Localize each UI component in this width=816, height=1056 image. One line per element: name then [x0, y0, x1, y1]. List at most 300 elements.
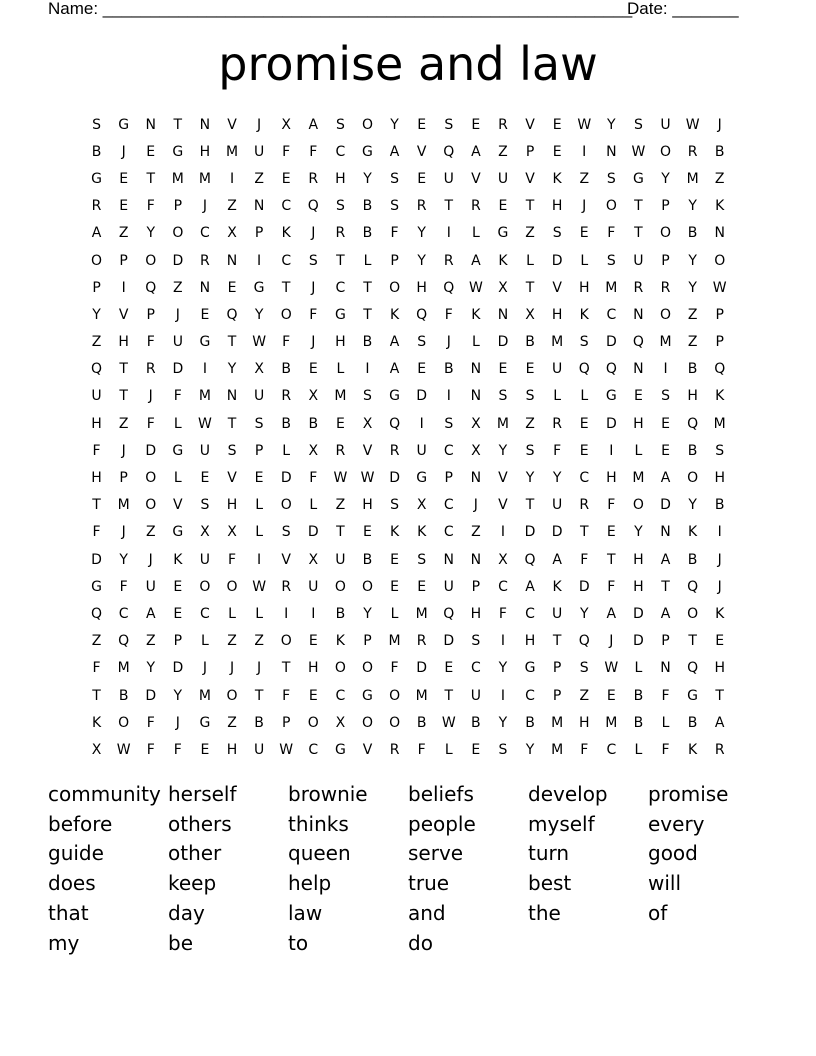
- grid-cell: M: [605, 714, 618, 731]
- grid-cell: S: [552, 225, 562, 242]
- grid-cell: W: [198, 415, 212, 432]
- grid-cell: Z: [227, 714, 237, 731]
- grid-cell: J: [717, 578, 722, 595]
- grid-cell: O: [660, 225, 672, 242]
- grid-cell: V: [173, 497, 183, 514]
- grid-cell: C: [200, 225, 210, 242]
- grid-cell: Y: [146, 225, 156, 242]
- grid-cell: R: [714, 741, 725, 758]
- grid-cell: S: [606, 170, 616, 187]
- grid-cell: C: [281, 198, 292, 215]
- grid-cell: G: [199, 334, 211, 351]
- word-list-item: law: [288, 901, 323, 926]
- grid-cell: I: [121, 279, 126, 296]
- grid-cell: M: [713, 415, 726, 432]
- word-list-item: develop: [528, 781, 608, 806]
- grid-cell: Y: [363, 170, 372, 187]
- grid-cell: J: [582, 198, 587, 215]
- grid-cell: U: [335, 551, 346, 568]
- grid-cell: O: [361, 660, 373, 677]
- word-list-row: [48, 868, 768, 898]
- word-list-item: will: [648, 871, 682, 896]
- grid-cell: E: [281, 170, 291, 187]
- grid-cell: F: [92, 442, 101, 459]
- grid-cell: R: [443, 252, 454, 269]
- grid-cell: N: [253, 198, 265, 215]
- grid-cell: R: [687, 143, 698, 160]
- grid-cell: E: [417, 578, 427, 595]
- grid-cell: S: [390, 170, 400, 187]
- grid-cell: H: [470, 605, 482, 622]
- grid-cell: U: [497, 170, 509, 187]
- grid-cell: Z: [254, 633, 264, 650]
- grid-row: [83, 655, 733, 682]
- grid-cell: L: [336, 361, 345, 378]
- grid-cell: C: [498, 578, 508, 595]
- grid-cell: V: [281, 551, 291, 568]
- grid-cell: V: [362, 741, 373, 758]
- grid-cell: E: [525, 361, 535, 378]
- grid-row: [83, 111, 733, 138]
- grid-cell: D: [497, 334, 509, 351]
- grid-cell: P: [661, 252, 670, 269]
- grid-cell: K: [579, 306, 589, 323]
- grid-cell: X: [362, 415, 373, 432]
- grid-cell: R: [91, 198, 102, 215]
- grid-cell: L: [255, 497, 264, 514]
- grid-row: [83, 628, 733, 655]
- grid-cell: R: [389, 741, 400, 758]
- grid-cell: X: [200, 524, 210, 541]
- grid-cell: O: [199, 578, 211, 595]
- grid-cell: W: [333, 470, 348, 487]
- grid-cell: S: [254, 415, 264, 432]
- grid-cell: K: [688, 741, 698, 758]
- grid-cell: O: [687, 470, 699, 487]
- grid-cell: L: [363, 252, 372, 269]
- grid-cell: S: [281, 524, 291, 541]
- grid-cell: I: [446, 225, 451, 242]
- grid-cell: Z: [118, 415, 129, 432]
- grid-cell: Y: [688, 279, 697, 296]
- grid-cell: S: [390, 497, 400, 514]
- grid-cell: L: [526, 252, 534, 269]
- grid-row: [83, 193, 733, 220]
- grid-cell: Y: [173, 687, 183, 704]
- grid-cell: L: [634, 741, 643, 758]
- grid-cell: N: [199, 116, 211, 133]
- grid-cell: F: [227, 551, 237, 568]
- grid-cell: N: [497, 306, 509, 323]
- grid-row: [83, 682, 733, 709]
- grid-cell: J: [175, 714, 180, 731]
- grid-cell: Z: [145, 524, 156, 541]
- grid-cell: D: [416, 660, 428, 677]
- grid-cell: U: [308, 578, 319, 595]
- grid-cell: E: [390, 578, 399, 595]
- letter-grid: [83, 111, 733, 764]
- grid-cell: F: [498, 605, 507, 622]
- grid-cell: D: [172, 361, 184, 378]
- grid-cell: B: [633, 687, 644, 704]
- grid-cell: E: [552, 116, 562, 133]
- word-list-item: does: [48, 871, 96, 896]
- grid-cell: J: [473, 497, 478, 514]
- grid-cell: X: [91, 741, 102, 758]
- grid-cell: H: [633, 578, 644, 595]
- grid-cell: A: [660, 551, 671, 568]
- grid-cell: W: [360, 470, 375, 487]
- grid-cell: R: [552, 415, 562, 432]
- grid-cell: X: [416, 497, 427, 514]
- grid-cell: S: [498, 388, 508, 405]
- grid-cell: V: [525, 170, 535, 187]
- grid-cell: L: [661, 714, 670, 731]
- grid-cell: D: [145, 442, 157, 459]
- grid-cell: D: [416, 388, 428, 405]
- grid-cell: D: [578, 578, 590, 595]
- grid-cell: E: [146, 143, 156, 160]
- grid-cell: O: [91, 252, 103, 269]
- grid-cell: P: [661, 633, 670, 650]
- grid-cell: R: [145, 361, 156, 378]
- grid-cell: N: [633, 361, 644, 378]
- grid-cell: R: [200, 252, 210, 269]
- grid-cell: G: [632, 170, 644, 187]
- grid-cell: F: [173, 388, 182, 405]
- grid-cell: X: [471, 415, 481, 432]
- grid-cell: A: [606, 605, 617, 622]
- grid-cell: X: [335, 714, 346, 731]
- grid-cell: Y: [390, 116, 399, 133]
- grid-row: [83, 383, 733, 410]
- grid-cell: Q: [91, 361, 103, 378]
- grid-cell: A: [525, 578, 535, 595]
- grid-cell: G: [91, 578, 102, 595]
- grid-cell: Y: [92, 306, 101, 323]
- grid-cell: V: [498, 470, 508, 487]
- grid-cell: H: [714, 470, 725, 487]
- grid-cell: W: [279, 741, 294, 758]
- grid-cell: P: [525, 143, 535, 160]
- grid-cell: B: [118, 687, 129, 704]
- grid-row: [83, 464, 733, 491]
- grid-cell: L: [634, 660, 643, 677]
- grid-cell: Z: [91, 633, 102, 650]
- word-list-item: queen: [288, 841, 351, 866]
- grid-cell: S: [525, 388, 535, 405]
- grid-cell: N: [199, 279, 211, 296]
- grid-cell: G: [416, 470, 428, 487]
- grid-cell: Q: [389, 415, 401, 432]
- grid-cell: K: [715, 605, 725, 622]
- grid-cell: C: [606, 741, 617, 758]
- grid-cell: M: [388, 633, 401, 650]
- grid-row: [83, 247, 733, 274]
- grid-cell: X: [254, 361, 264, 378]
- grid-cell: P: [390, 252, 399, 269]
- word-list-item: best: [528, 871, 572, 896]
- grid-cell: X: [471, 442, 481, 459]
- grid-cell: Y: [498, 660, 508, 677]
- grid-cell: D: [389, 470, 400, 487]
- grid-cell: G: [389, 388, 400, 405]
- word-list-item: and: [408, 901, 446, 926]
- word-list-item: of: [648, 901, 668, 926]
- grid-cell: N: [226, 388, 238, 405]
- grid-cell: Q: [226, 306, 238, 323]
- grid-cell: Q: [578, 633, 590, 650]
- grid-cell: N: [470, 388, 482, 405]
- grid-cell: A: [145, 605, 156, 622]
- grid-cell: P: [552, 687, 562, 704]
- grid-cell: F: [661, 741, 670, 758]
- grid-cell: K: [281, 225, 291, 242]
- grid-cell: S: [715, 442, 725, 459]
- grid-cell: H: [551, 306, 563, 323]
- grid-cell: A: [91, 225, 102, 242]
- grid-cell: G: [91, 170, 102, 187]
- grid-cell: D: [524, 524, 536, 541]
- grid-cell: Y: [634, 524, 643, 541]
- grid-cell: Z: [91, 334, 102, 351]
- word-list-row: [48, 779, 768, 809]
- grid-cell: U: [145, 578, 156, 595]
- grid-cell: B: [281, 415, 291, 432]
- grid-cell: E: [606, 687, 616, 704]
- grid-cell: N: [606, 143, 617, 160]
- grid-cell: E: [119, 170, 129, 187]
- word-list-item: day: [168, 901, 205, 926]
- grid-cell: X: [498, 279, 508, 296]
- word-list-item: the: [528, 901, 561, 926]
- grid-cell: V: [552, 279, 562, 296]
- grid-cell: C: [525, 687, 535, 704]
- grid-cell: O: [307, 714, 319, 731]
- grid-cell: T: [281, 279, 291, 296]
- grid-cell: T: [525, 198, 535, 215]
- grid-cell: L: [255, 524, 264, 541]
- grid-cell: T: [525, 279, 535, 296]
- grid-cell: I: [202, 361, 207, 378]
- grid-cell: H: [606, 470, 617, 487]
- grid-cell: T: [92, 497, 101, 514]
- grid-cell: J: [121, 143, 126, 160]
- grid-cell: F: [607, 578, 616, 595]
- grid-cell: O: [660, 306, 672, 323]
- grid-cell: R: [660, 279, 671, 296]
- grid-cell: P: [173, 633, 183, 650]
- grid-cell: M: [605, 279, 618, 296]
- grid-cell: I: [717, 524, 722, 541]
- grid-cell: U: [199, 551, 211, 568]
- grid-cell: O: [714, 252, 726, 269]
- grid-cell: O: [687, 605, 699, 622]
- grid-cell: W: [252, 334, 267, 351]
- grid-cell: R: [335, 442, 346, 459]
- grid-row: [83, 410, 733, 437]
- grid-cell: H: [633, 415, 644, 432]
- grid-cell: F: [146, 714, 155, 731]
- grid-cell: N: [660, 524, 671, 541]
- grid-cell: M: [198, 170, 211, 187]
- grid-cell: T: [661, 578, 670, 595]
- grid-cell: U: [172, 334, 183, 351]
- grid-cell: Y: [688, 198, 697, 215]
- grid-cell: B: [633, 714, 644, 731]
- grid-row: [83, 600, 733, 627]
- grid-cell: E: [498, 361, 508, 378]
- grid-cell: A: [471, 252, 481, 269]
- grid-cell: S: [335, 116, 345, 133]
- grid-cell: F: [390, 660, 399, 677]
- grid-cell: G: [172, 143, 184, 160]
- grid-cell: C: [281, 252, 292, 269]
- grid-cell: S: [417, 551, 427, 568]
- grid-cell: Y: [254, 306, 264, 323]
- grid-cell: F: [282, 687, 291, 704]
- grid-cell: Q: [443, 279, 455, 296]
- grid-cell: U: [633, 252, 644, 269]
- grid-cell: X: [498, 551, 508, 568]
- grid-cell: D: [633, 633, 644, 650]
- grid-cell: P: [715, 334, 724, 351]
- grid-cell: J: [257, 116, 262, 133]
- grid-cell: I: [257, 252, 262, 269]
- grid-cell: Y: [661, 170, 670, 187]
- grid-cell: B: [525, 334, 535, 351]
- word-list-row: [48, 839, 768, 869]
- grid-cell: Q: [605, 361, 617, 378]
- grid-cell: H: [714, 660, 725, 677]
- grid-cell: T: [119, 361, 128, 378]
- grid-cell: T: [363, 279, 372, 296]
- grid-cell: T: [579, 524, 589, 541]
- grid-cell: N: [470, 551, 482, 568]
- grid-cell: U: [660, 116, 671, 133]
- grid-cell: O: [145, 497, 157, 514]
- grid-cell: S: [633, 116, 643, 133]
- grid-cell: Y: [363, 605, 372, 622]
- grid-cell: I: [609, 442, 614, 459]
- grid-cell: Z: [227, 198, 237, 215]
- grid-cell: L: [444, 741, 453, 758]
- grid-cell: G: [172, 442, 184, 459]
- grid-cell: F: [309, 470, 318, 487]
- grid-cell: T: [634, 198, 643, 215]
- word-list-item: that: [48, 901, 89, 926]
- grid-cell: B: [362, 551, 373, 568]
- grid-cell: R: [498, 116, 508, 133]
- grid-cell: P: [444, 470, 453, 487]
- grid-cell: I: [284, 605, 289, 622]
- grid-cell: G: [334, 741, 346, 758]
- grid-cell: Z: [687, 306, 698, 323]
- grid-cell: D: [280, 470, 292, 487]
- grid-cell: T: [444, 198, 454, 215]
- grid-cell: D: [443, 633, 455, 650]
- grid-cell: A: [389, 143, 400, 160]
- grid-cell: D: [633, 605, 644, 622]
- grid-cell: M: [415, 687, 428, 704]
- grid-cell: E: [471, 116, 481, 133]
- grid-row: [83, 220, 733, 247]
- date-field-label: Date: _______: [627, 0, 739, 18]
- grid-cell: F: [607, 497, 616, 514]
- grid-cell: S: [444, 415, 454, 432]
- grid-cell: F: [390, 225, 399, 242]
- grid-cell: H: [362, 497, 373, 514]
- grid-cell: T: [525, 497, 535, 514]
- grid-cell: E: [498, 198, 508, 215]
- grid-cell: J: [148, 388, 153, 405]
- grid-cell: E: [173, 578, 183, 595]
- grid-cell: B: [471, 714, 481, 731]
- grid-cell: Z: [145, 633, 156, 650]
- grid-cell: C: [118, 605, 129, 622]
- grid-cell: B: [308, 415, 319, 432]
- grid-cell: Z: [687, 334, 698, 351]
- grid-cell: W: [441, 714, 456, 731]
- word-list-item: people: [408, 811, 476, 836]
- grid-cell: T: [227, 415, 237, 432]
- grid-cell: L: [201, 633, 209, 650]
- grid-cell: L: [309, 497, 318, 514]
- grid-cell: B: [335, 605, 346, 622]
- grid-cell: T: [715, 687, 724, 704]
- grid-cell: T: [336, 252, 345, 269]
- grid-cell: Z: [118, 225, 129, 242]
- grid-cell: U: [91, 388, 102, 405]
- word-list-item: thinks: [288, 811, 349, 836]
- grid-cell: Q: [118, 633, 130, 650]
- word-list: [48, 779, 768, 958]
- grid-cell: Z: [471, 524, 481, 541]
- grid-cell: W: [468, 279, 483, 296]
- grid-cell: U: [416, 442, 427, 459]
- grid-cell: U: [552, 497, 563, 514]
- grid-cell: J: [446, 334, 451, 351]
- grid-cell: Y: [525, 470, 535, 487]
- grid-cell: B: [687, 714, 698, 731]
- grid-row: [83, 138, 733, 165]
- grid-row: [83, 329, 733, 356]
- grid-cell: R: [308, 170, 319, 187]
- grid-cell: O: [334, 660, 346, 677]
- grid-cell: C: [335, 687, 346, 704]
- grid-cell: J: [229, 660, 235, 677]
- grid-cell: Q: [524, 551, 536, 568]
- grid-cell: B: [714, 497, 725, 514]
- grid-cell: R: [470, 198, 481, 215]
- grid-cell: B: [254, 714, 264, 731]
- grid-cell: T: [607, 551, 616, 568]
- grid-cell: A: [552, 551, 562, 568]
- grid-cell: J: [717, 116, 722, 133]
- grid-cell: L: [471, 225, 480, 242]
- grid-cell: G: [605, 388, 617, 405]
- grid-cell: E: [200, 470, 210, 487]
- grid-cell: H: [335, 170, 346, 187]
- grid-cell: H: [199, 143, 211, 160]
- grid-cell: N: [226, 252, 238, 269]
- grid-cell: Q: [578, 361, 590, 378]
- grid-cell: L: [634, 442, 643, 459]
- grid-cell: E: [606, 524, 616, 541]
- grid-cell: Y: [498, 714, 508, 731]
- grid-cell: F: [580, 551, 589, 568]
- grid-cell: D: [172, 252, 184, 269]
